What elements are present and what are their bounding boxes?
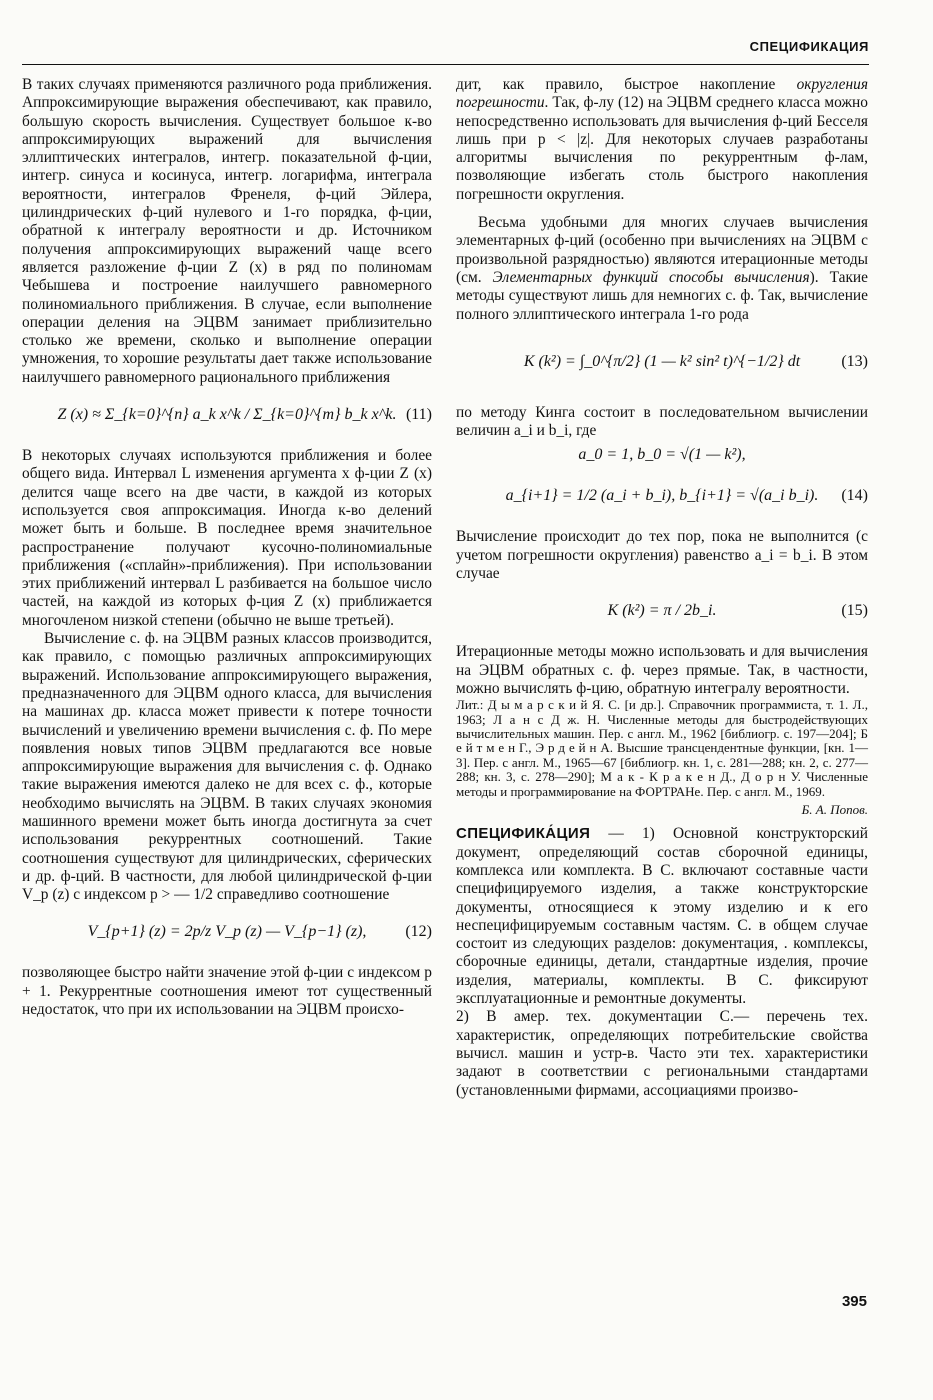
formula-14-number: (14): [841, 487, 868, 505]
paragraph: [456, 214, 868, 324]
entry-paragraph: [456, 825, 868, 1008]
header-rule: [22, 64, 869, 65]
formula-14b: [456, 474, 868, 518]
cross-reference: Элементарных функций способы вычисления: [492, 268, 810, 286]
paragraph: позволяющее быстро найти значение этой ф-ции с индексом p + 1. Рекуррентные соотношения имеют тот существенный недостаток, что при их использовании на ЭЦВМ происхо-: [22, 964, 432, 1019]
author-signature: Б. А. Попов.: [801, 802, 868, 818]
paragraph: В таких случаях применяются различного рода приближения. Аппроксимирующие выражения обеспечивают, как правило, большую скорость вычисления. Существует большое к-во аппроксимирующих выражений для вычисления эллиптических интегралов, интегр. показательной ф-ции, интегр. синуса и косинуса, интегр. логарифма, интеграла вероятности, интегралов Френеля, ф-ций Эйлера, цилиндрических ф-ций нулевого и 1-го порядка, ф-ции, обратной к интегралу вероятности и др. Источником получения аппроксимирующих выражений чаще всего является разложение ф-ции Z (x) в ряд по полиномам Чебышева и построение наилучшего равномерного полиномиального приближения. В случае, если выполнение операции деления на ЭЦВМ занимает приблизительно столько же времени, сколько и выполнение операции умножения, то хорошие результаты дает также использование наилучшего равномерного рационального приближения: [22, 76, 432, 386]
paragraph: 2) В амер. тех. документации С.— перечень тех. характеристик, определяющих потребительские свойства вычисл. машин и устр-в. Часто эти тех. характеристики задают в соответствии с региональными стандартами (установленными фирмами, ассоциациями произво-: [456, 1008, 868, 1099]
formula-14a: [456, 442, 868, 468]
paragraph: Вычисление происходит до тех пор, пока не выполнится (с учетом погрешности округления) равенство a_i = b_i. В этом случае: [456, 528, 868, 583]
text-run: Весьма удобными для многих случаев вычисления элементарных ф-ций (особенно при вычислениях на ЭЦВМ с произвольной разрядностью) являются итерационные методы (см.: [456, 214, 868, 286]
italic-term: округления погрешности: [456, 76, 868, 112]
right-column: [456, 76, 868, 1100]
formula-15: [456, 589, 868, 633]
paragraph: [456, 76, 868, 204]
formula-12-expression: V_{p+1} (z) = 2p/z V_p (z) — V_{p−1} (z),: [87, 923, 367, 941]
paragraph: Итерационные методы можно использовать и для вычисления на ЭЦВМ обратных с. ф. через прямые. Так, в частности, можно вычислять ф-цию, обратную интегралу вероятности.: [456, 643, 868, 697]
page-number: 395: [841, 1293, 867, 1310]
references: Лит.: Д ы м а р с к и й Я. С. [и др.]. Справочник программиста, т. 1. Л., 1963; Л а н с Д ж. Н. Численные методы для быстродействующих вычислительных машин. Пер. с англ. М., 1962 [библиогр. с. 197—204]; Б е й т м е н Г., Э р д е й н А. Высшие трансцендентные функции, [кн. 1—3]. Пер. с англ. М., 1965—67 [библиогр. кн. 1, с. 281—288; кн. 2, с. 277—288; кн. 3, с. 278—290]; М а к - К р а к е н Д., Д о р н У. Численные методы и программирование на ФОРТРАНе. Пер. с англ. М., 1969.: [456, 697, 868, 799]
formula-12-number: (12): [405, 923, 432, 941]
paragraph: В некоторых случаях используются приближения и более общего вида. Интервал L изменения аргумента x ф-ции Z (x) делится чаще всего на две части, в каждой из которых используется своя аппроксимация. Иногда к-во делений может быть и больше. В последнее время значительное распространение получают кусочно-полиномиальные приближения («сплайн»-приближения). При использовании этих приближений интервал L разбивается на большое число частей, на каждой из которых ф-ция Z (x) приближается многочленом низкой степени (обычно не выше третьей).: [22, 447, 432, 629]
paragraph: Вычисление с. ф. на ЭЦВМ разных классов производится, как правило, с помощью различных аппроксимирующих выражений. Использование аппроксимирующего выражения, предназначенного для ЭЦВМ одного класса, для вычисления на машинах др. класса может привести к потере точности вычислений и увеличению времени вычисления с. ф. По мере появления новых типов ЭЦВМ предлагаются все новые аппроксимирующие выражения для вычисления с. ф. Однако такие выражения имеются далеко не для всех с. ф., которые необходимо вычислять на ЭЦВМ. В таких случаях экономия машинного времени может быть иногда достигнута за счет использования рекуррентных соотношений. Такие соотношения существуют для цилиндрических, сферических и др. ф-ций. В частности, для любой цилиндрической ф-ции V_p (z) с индексом p > — 1/2 справедливо соотношение: [22, 630, 432, 904]
text-run: ). Такие методы существуют лишь для немногих с. ф. Так, вычисление полного эллиптического интеграла 1-го рода: [456, 268, 868, 323]
left-column: [22, 76, 432, 1019]
formula-11-expression: Z (x) ≈ Σ_{k=0}^{n} a_k x^k / Σ_{k=0}^{m} b_k x^k.: [57, 405, 397, 423]
formula-14b-expression: a_{i+1} = 1/2 (a_i + b_i), b_{i+1} = √(a_i b_i).: [505, 487, 819, 505]
text-run: . Так, ф-лу (12) на ЭЦВМ среднего класса можно непосредственно использовать для вычисления ф-ций Бесселя лишь при p < |z|. Для некоторых случаев разработаны алгоритмы вычисления по рекуррентным ф-лам, позволяющие избегать столь быстрого накопления погрешности округления.: [456, 94, 868, 203]
formula-12: [22, 910, 432, 954]
paragraph: по методу Кинга состоит в последовательном вычислении величин a_i и b_i, где: [456, 403, 868, 440]
formula-11-number: (11): [405, 405, 432, 423]
formula-11: [22, 393, 432, 437]
formula-13-expression: K (k²) = ∫_0^{π/2} (1 — k² sin² t)^{−1/2} dt: [523, 352, 801, 370]
formula-13-number: (13): [841, 352, 868, 370]
entry-title: СПЕЦИФИКА́ЦИЯ: [456, 825, 591, 843]
formula-14a-expression: a_0 = 1, b_0 = √(1 — k²),: [578, 446, 746, 464]
formula-13: [456, 330, 868, 394]
formula-15-expression: K (k²) = π / 2b_i.: [607, 602, 717, 620]
running-header: СПЕЦИФИКАЦИЯ: [749, 39, 869, 54]
formula-15-number: (15): [841, 602, 868, 620]
text-run: дит, как правило, быстрое накопление: [456, 76, 776, 93]
text-run: — 1) Основной конструкторский документ, определяющий состав сборочной единицы, комплекса или комплекта. В С. включают составные части специфицируемого изделия, а также конструкторские документы, относящиеся к этому изделию и к его неспецифицируемым составным частям. С. в общем случае состоит из следующих разделов: документация, . комплексы, сборочные единицы, детали, стандартные изделия, прочие изделия, материалы, комплекты. В С. фиксируют эксплуатационные и ремонтные документы.: [456, 825, 868, 1008]
